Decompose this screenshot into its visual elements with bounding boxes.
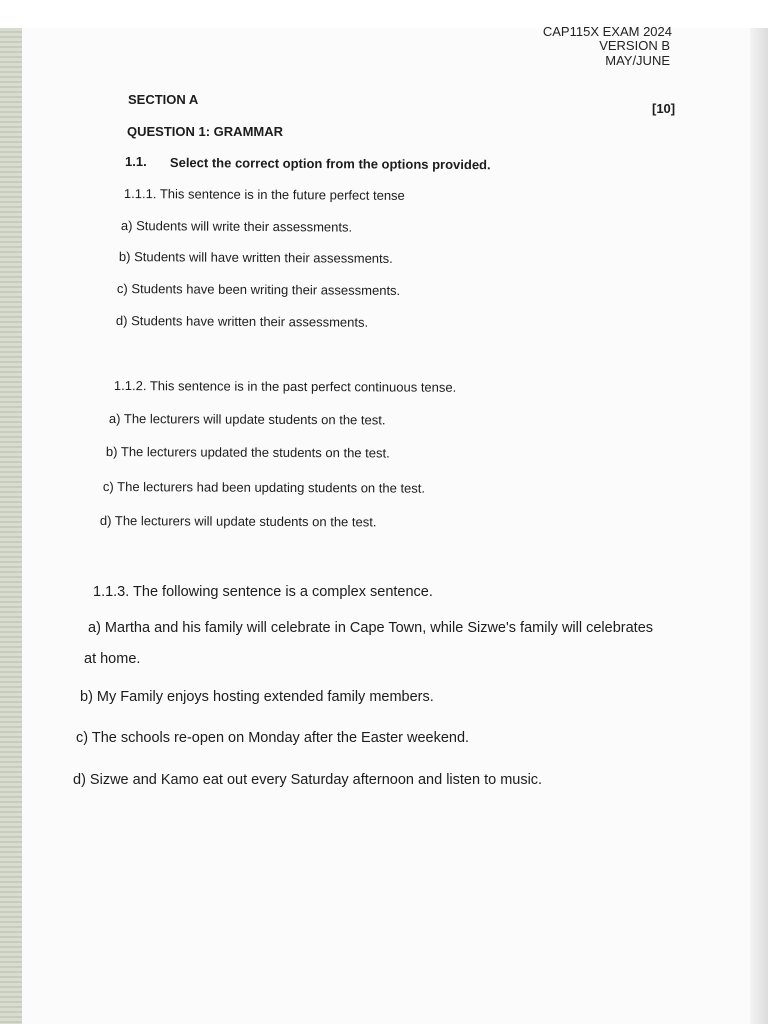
question-stem: 1.1.2. This sentence is in the past perfect continuous tense. [113, 378, 457, 395]
answer-option: d) The lecturers will update students on the test. [99, 513, 377, 530]
answer-option: a) The lecturers will update students on the test. [108, 411, 386, 428]
scan-left-edge [0, 28, 22, 1024]
question-title: QUESTION 1: GRAMMAR [127, 124, 283, 139]
answer-option-continuation: at home. [84, 651, 141, 667]
answer-option: c) Students have been writing their assessments. [116, 281, 401, 298]
exam-code: CAP115X EXAM 2024 [542, 24, 672, 39]
section-marks: [10] [652, 101, 676, 116]
session-label: MAY/JUNE [605, 53, 670, 68]
answer-option: d) Students have written their assessments. [115, 313, 369, 330]
question-stem: 1.1.3. The following sentence is a complex sentence. [93, 584, 433, 600]
answer-option: c) The schools re-open on Monday after the Easter weekend. [76, 730, 470, 746]
answer-option: c) The lecturers had been updating students on the test. [102, 479, 426, 496]
scan-right-edge [750, 28, 768, 1024]
answer-option: b) My Family enjoys hosting extended family members. [80, 689, 434, 705]
question-stem: 1.1.1. This sentence is in the future perfect tense [123, 186, 405, 203]
answer-option: a) Martha and his family will celebrate in Cape Town, while Sizwe's family will celebrates [88, 620, 654, 636]
section-title: SECTION A [128, 92, 199, 107]
answer-option: b) The lecturers updated the students on the test. [105, 444, 390, 461]
answer-option: b) Students will have written their assessments. [118, 249, 393, 266]
instruction-number: 1.1. [125, 154, 147, 169]
instruction-text: Select the correct option from the options provided. [169, 155, 491, 173]
version-label: VERSION B [599, 38, 670, 53]
answer-option: d) Sizwe and Kamo eat out every Saturday afternoon and listen to music. [73, 772, 543, 788]
answer-option: a) Students will write their assessments. [120, 218, 353, 235]
